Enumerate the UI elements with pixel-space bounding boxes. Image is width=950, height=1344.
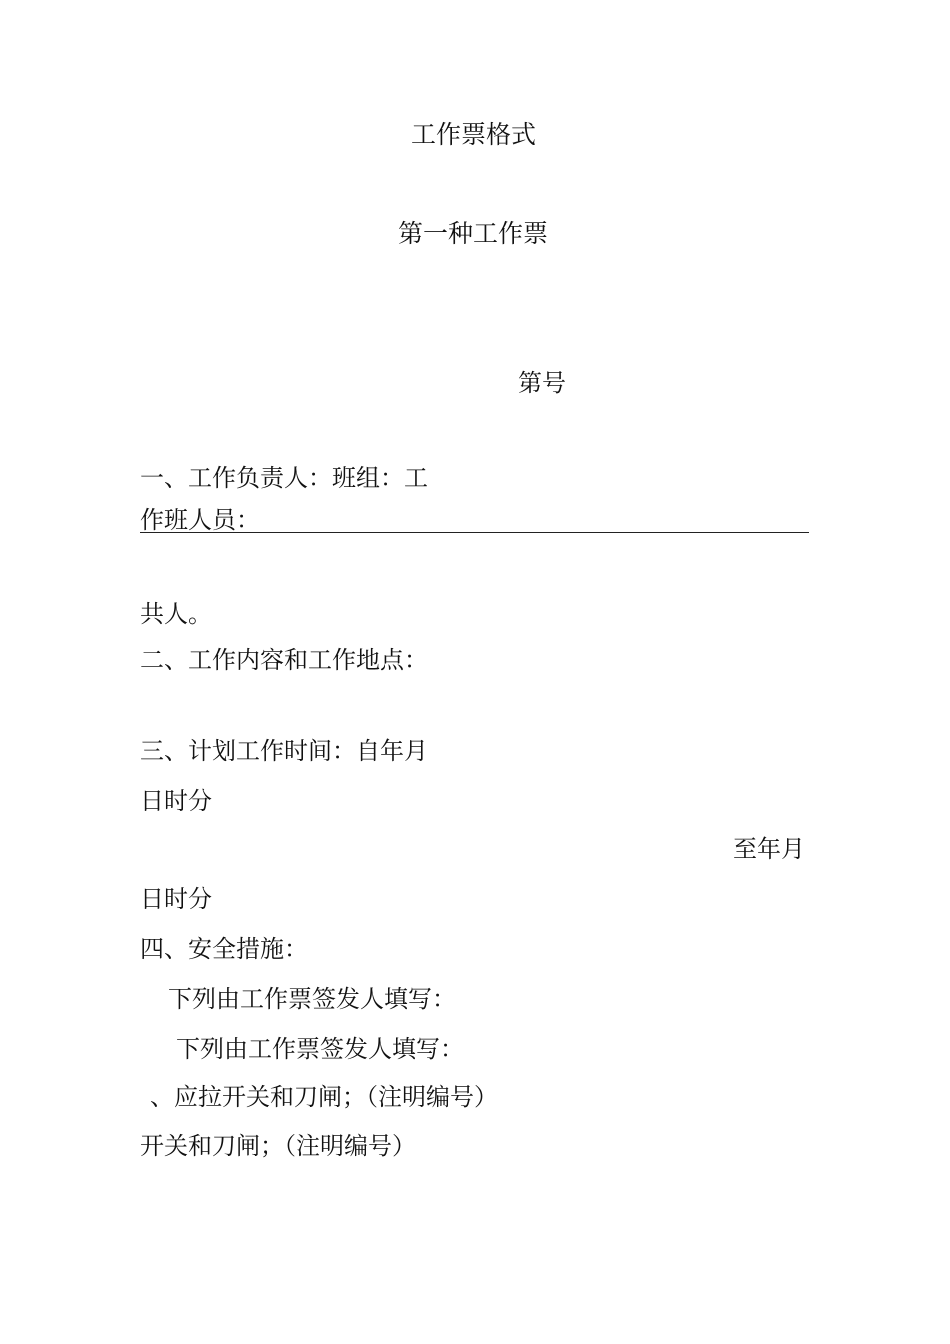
safety-note-1: 下列由工作票签发人填写： [168,985,456,1013]
safety-item-switches: 、应拉开关和刀闸；（注明编号） [150,1083,498,1111]
section-3-to-day-time: 日时分 [140,885,212,913]
section-4-safety-measures: 四、安全措施： [140,935,308,963]
section-2-work-content: 二、工作内容和工作地点： [140,646,428,674]
safety-item-switches-continued: 开关和刀闸；（注明编号） [140,1132,416,1160]
section-1-team-members: 作班人员： [140,506,260,534]
document-subtitle: 第一种工作票 [398,219,549,248]
section-1-responsible-person: 一、工作负责人：班组：工 [140,464,428,492]
safety-note-2: 下列由工作票签发人填写： [176,1035,464,1063]
team-members-underline [140,532,809,533]
ticket-number-label: 第号 [518,369,566,397]
section-3-planned-time-to: 至年月 [733,835,805,863]
section-1-member-count: 共人。 [140,600,212,628]
section-3-planned-time-from: 三、计划工作时间：自年月 [140,737,428,765]
document-title: 工作票格式 [411,120,537,149]
section-3-from-day-time: 日时分 [140,787,212,815]
